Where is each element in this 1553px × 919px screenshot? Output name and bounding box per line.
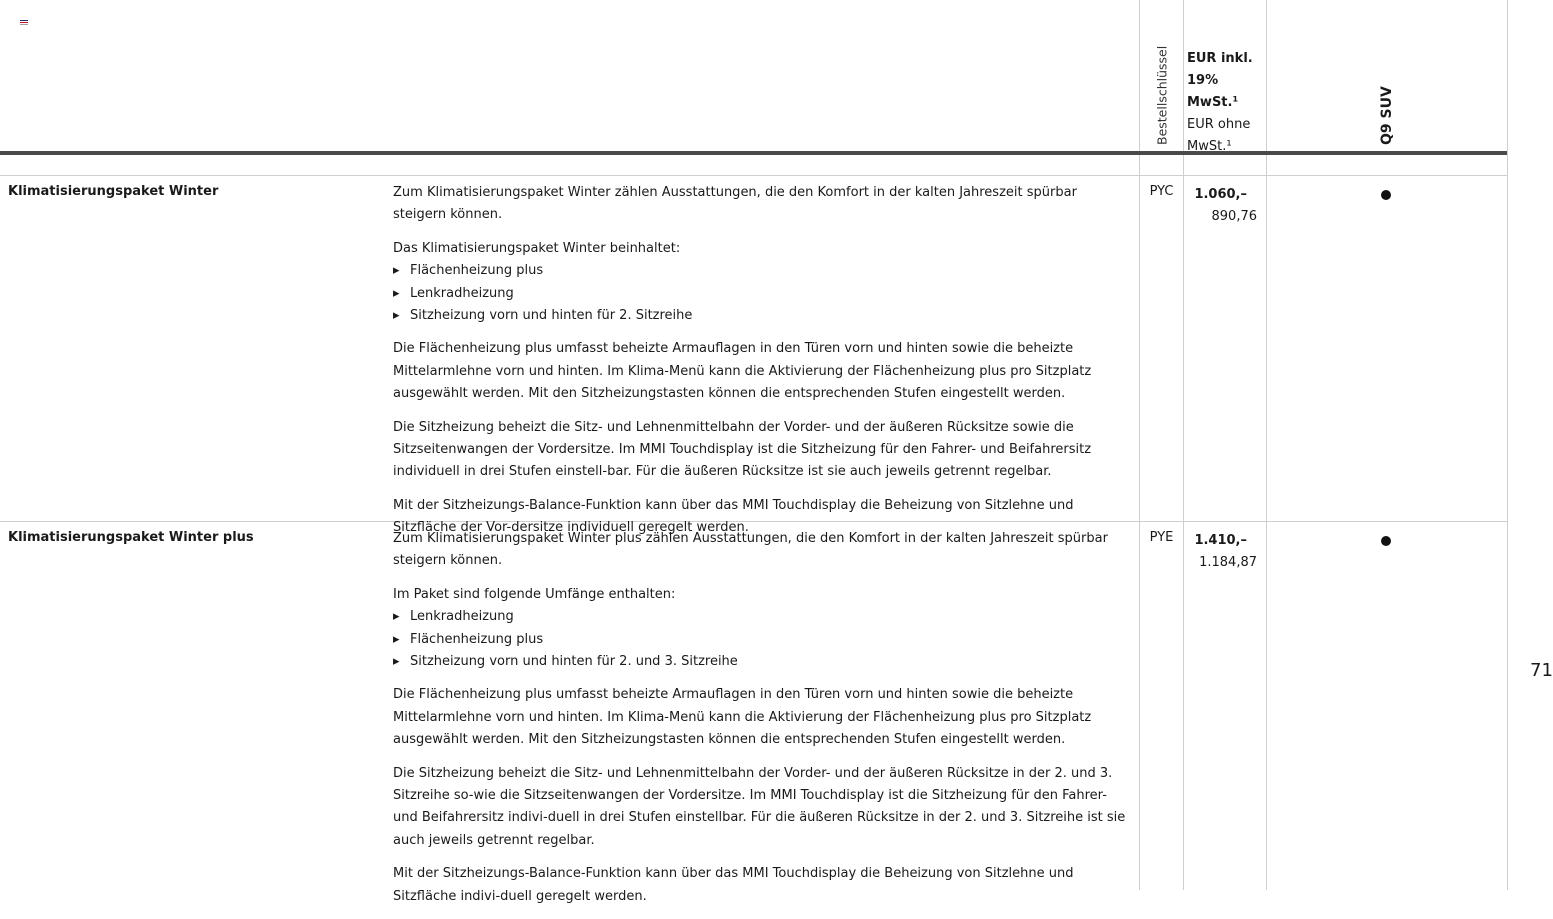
- list-item: ▸ Lenkradheizung: [393, 283, 1133, 305]
- description-paragraph: Die Sitzheizung beheizt die Sitz- und Lehnenmittelbahn der Vorder- und der äußeren Rücksitze in der 2. und 3. Sitzreihe so-wie die Sitzseitenwangen der Vordersitze. Im MMI Touchdisplay ist die Sitzheizung für den Fahrer- und Beifahrersitz indivi-duell in drei Stufen einstellbar. Für die äußeren Rücksitze in der 2. und 3. Sitzreihe ist sie auch jeweils getrennt regelbar.: [393, 765, 1126, 848]
- order-key-header-label: Bestellschlüssel: [1154, 45, 1169, 145]
- model-header-label: Q9 SUV: [1379, 86, 1395, 145]
- brand-mark-icon: [20, 20, 28, 26]
- page-number: 71: [1530, 660, 1553, 681]
- standard-dot-icon: [1381, 536, 1391, 546]
- standard-dot-icon: [1381, 190, 1391, 200]
- header-rule: [0, 151, 1507, 155]
- package-name: Klimatisierungspaket Winter: [8, 184, 219, 199]
- price-net: 890,76: [1211, 209, 1257, 224]
- order-code: PYC: [1149, 184, 1174, 199]
- list-item: ▸ Sitzheizung vorn und hinten für 2. Sitzreihe: [393, 305, 1133, 327]
- feature-list: [393, 260, 1133, 327]
- order-code: PYE: [1149, 530, 1174, 545]
- price-cell: [1185, 184, 1257, 228]
- price-gross: 1.410,–: [1194, 533, 1247, 548]
- list-item: ▸ Flächenheizung plus: [393, 629, 1133, 651]
- description-paragraph: Mit der Sitzheizungs-Balance-Funktion kann über das MMI Touchdisplay die Beheizung von Sitzlehne und Sitzfläche indivi-duell geregelt werden.: [393, 866, 1074, 904]
- list-item: ▸ Lenkradheizung: [393, 606, 1133, 628]
- description-paragraph: Die Flächenheizung plus umfasst beheizte Armauflagen in den Türen vorn und hinten sowie die beheizte Mittelarmlehne vorn und hinten. Im Klima-Menü kann die Aktivierung der Flächenheizung plus pro Sitzplatz ausgewählt werden. Mit den Sitzheizungstasten können die entsprechenden Stufen eingestellt werden.: [393, 341, 1092, 402]
- description-paragraph: Die Sitzheizung beheizt die Sitz- und Lehnenmittelbahn der Vorder- und der äußeren Rücksitze sowie die Sitzseitenwangen der Vordersitze. Im MMI Touchdisplay ist die Sitzheizung für den Fahrer- und Beifahrersitz individuell in drei Stufen einstell-bar. Für die äußeren Rücksitze ist sie auch jeweils getrennt regelbar.: [393, 419, 1092, 480]
- column-divider: [1507, 0, 1508, 890]
- price-header: [1187, 48, 1265, 158]
- list-title: Im Paket sind folgende Umfänge enthalten:: [393, 586, 676, 602]
- package-name: Klimatisierungspaket Winter plus: [8, 530, 254, 545]
- table-row: [0, 176, 1507, 536]
- description-intro: Zum Klimatisierungspaket Winter zählen Ausstattungen, die den Komfort in der kalten Jahreszeit spürbar steigern können.: [393, 185, 1077, 223]
- package-description: [393, 182, 1133, 551]
- price-cell: [1185, 530, 1257, 574]
- feature-list: [393, 606, 1133, 673]
- package-description: [393, 528, 1133, 919]
- price-gross-header: EUR inkl. 19% MwSt.¹: [1187, 51, 1253, 110]
- table-row: [0, 522, 1507, 904]
- description-intro: Zum Klimatisierungspaket Winter plus zählen Ausstattungen, die den Komfort in der kalten Jahreszeit spürbar steigern können.: [393, 531, 1108, 569]
- model-header: [1267, 0, 1507, 151]
- price-net: 1.184,87: [1199, 555, 1257, 570]
- list-item: ▸ Flächenheizung plus: [393, 260, 1133, 282]
- price-net-header: EUR ohne MwSt.¹: [1187, 117, 1251, 154]
- description-paragraph: Die Flächenheizung plus umfasst beheizte Armauflagen in den Türen vorn und hinten sowie die beheizte Mittelarmlehne vorn und hinten. Im Klima-Menü kann die Aktivierung der Flächenheizung plus pro Sitzplatz ausgewählt werden. Mit den Sitzheizungstasten können die entsprechenden Stufen eingestellt werden.: [393, 687, 1092, 748]
- description-paragraph: Mit der Sitzheizungs-Balance-Funktion kann über das MMI Touchdisplay die Beheizung von Sitzlehne und Sitzfläche der Vor-dersitze individuell geregelt werden.: [393, 497, 1074, 536]
- list-item: ▸ Sitzheizung vorn und hinten für 2. und 3. Sitzreihe: [393, 651, 1133, 673]
- list-title: Das Klimatisierungspaket Winter beinhaltet:: [393, 240, 681, 256]
- price-gross: 1.060,–: [1194, 187, 1247, 202]
- order-key-header: [1140, 0, 1183, 151]
